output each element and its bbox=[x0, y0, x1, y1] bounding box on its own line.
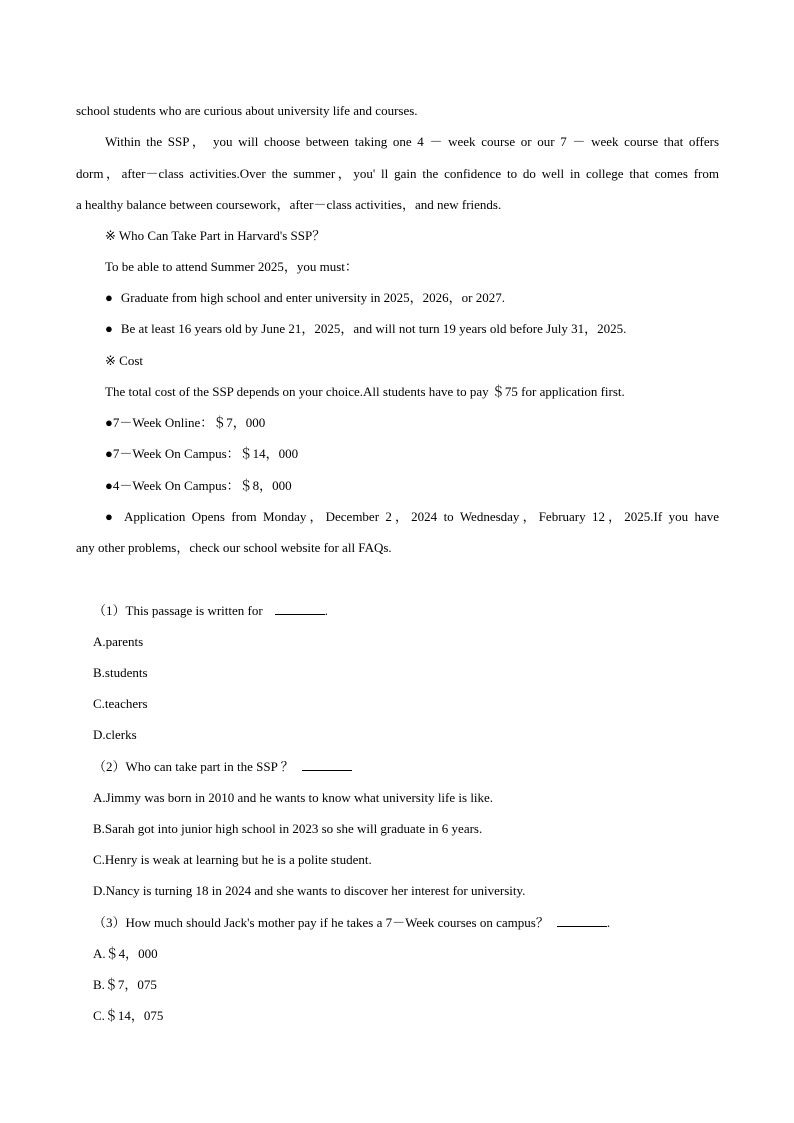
question-2-prompt: （2）Who can take part in the SSP ？ bbox=[93, 759, 294, 774]
question-3-prompt: （3）How much should Jack's mother pay if he takes a 7－Week courses on campus？ bbox=[93, 915, 549, 930]
answer-blank[interactable] bbox=[275, 602, 325, 615]
attend-requirements-intro: To be able to attend Summer 2025，you must： bbox=[105, 259, 358, 274]
question-3 bbox=[93, 914, 610, 931]
question-3-end: . bbox=[606, 915, 611, 930]
question-1-prompt: （1）This passage is written for bbox=[93, 603, 263, 618]
answer-blank[interactable] bbox=[302, 758, 352, 771]
bullet-icon: ● bbox=[105, 321, 113, 336]
passage-paragraph-line-1: Within the SSP， you will choose between taking one 4 － week course or our 7 － week course that offers bbox=[105, 134, 719, 149]
answer-blank[interactable] bbox=[557, 914, 607, 927]
price-item bbox=[105, 478, 292, 494]
passage-paragraph-line-3: a healthy balance between coursework，after－class activities，and new friends. bbox=[76, 197, 502, 212]
cost-intro: The total cost of the SSP depends on your choice.All students have to pay ＄75 for application first. bbox=[105, 384, 625, 399]
question-3-option-c[interactable]: C.＄14，075 bbox=[93, 1008, 164, 1023]
bullet-icon: ● bbox=[105, 290, 113, 305]
requirement-item bbox=[105, 321, 626, 337]
question-1-option-c[interactable]: C.teachers bbox=[93, 696, 148, 711]
passage-intro-line: school students who are curious about university life and courses. bbox=[76, 103, 418, 118]
question-1-end: . bbox=[324, 603, 328, 618]
requirement-text: Graduate from high school and enter university in 2025，2026，or 2027. bbox=[120, 290, 506, 305]
requirement-text: Be at least 16 years old by June 21，2025，and will not turn 19 years old before July 31，2025. bbox=[120, 321, 627, 336]
bullet-icon: ● bbox=[105, 415, 113, 430]
cost-heading: ※ Cost bbox=[105, 353, 143, 368]
application-line-2: any other problems，check our school website for all FAQs. bbox=[76, 540, 392, 555]
passage-paragraph-line-2: dorm，after－class activities.Over the summer，you' ll gain the confidence to do well in college that comes from bbox=[76, 166, 719, 181]
question-3-option-b[interactable]: B.＄7，075 bbox=[93, 977, 157, 992]
question-2-option-a[interactable]: A.Jimmy was born in 2010 and he wants to know what university life is like. bbox=[93, 790, 494, 805]
question-1 bbox=[93, 602, 328, 619]
question-1-option-b[interactable]: B.students bbox=[93, 665, 148, 680]
bullet-icon: ● bbox=[105, 478, 113, 493]
price-item bbox=[105, 446, 298, 462]
question-1-option-d[interactable]: D.clerks bbox=[93, 727, 137, 742]
application-text: Application Opens from Monday，December 2，2024 to Wednesday，February 12，2025.If you have bbox=[124, 509, 720, 524]
question-2-option-d[interactable]: D.Nancy is turning 18 in 2024 and she wants to discover her interest for university. bbox=[93, 883, 526, 898]
price-text: 4－Week On Campus：＄8，000 bbox=[112, 478, 292, 493]
question-2-option-b[interactable]: B.Sarah got into junior high school in 2023 so she will graduate in 6 years. bbox=[93, 821, 483, 836]
question-2-option-c[interactable]: C.Henry is weak at learning but he is a polite student. bbox=[93, 852, 372, 867]
price-text: 7－Week On Campus：＄14，000 bbox=[112, 446, 299, 461]
question-3-option-a[interactable]: A.＄4，000 bbox=[93, 946, 158, 961]
price-item bbox=[105, 415, 265, 431]
who-can-take-part-heading: ※ Who Can Take Part in Harvard's SSP？ bbox=[105, 228, 326, 243]
question-1-option-a[interactable]: A.parents bbox=[93, 634, 144, 649]
bullet-icon: ● bbox=[105, 509, 116, 524]
bullet-icon: ● bbox=[105, 446, 113, 461]
requirement-item bbox=[105, 290, 505, 306]
question-2 bbox=[93, 758, 352, 775]
price-text: 7－Week Online：＄7，000 bbox=[112, 415, 266, 430]
application-line-1 bbox=[105, 509, 719, 525]
